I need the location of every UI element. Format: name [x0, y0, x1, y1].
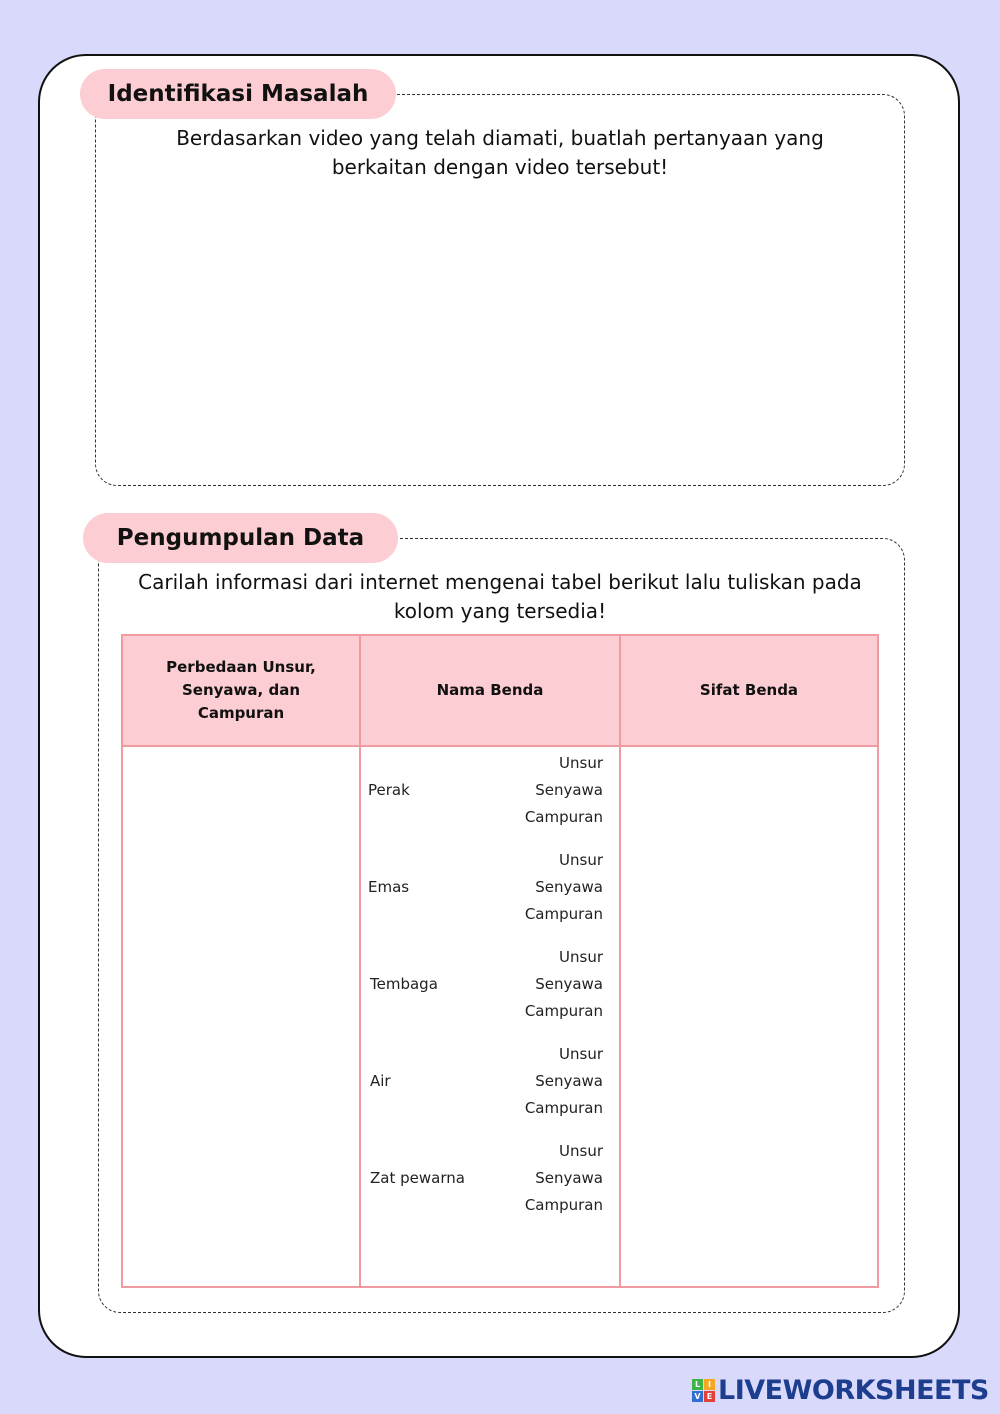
nama-benda-column [361, 747, 619, 1286]
option-senyawa[interactable]: Senyawa [535, 975, 603, 993]
list-item [361, 850, 611, 940]
option-unsur[interactable]: Unsur [559, 754, 603, 772]
logo-mark-icon [692, 1379, 715, 1402]
instruction-line: kolom yang tersedia! [393, 599, 607, 623]
option-campuran[interactable]: Campuran [524, 905, 603, 923]
option-senyawa[interactable]: Senyawa [535, 878, 603, 896]
instruction-line: Carilah informasi dari internet mengenai tabel berikut lalu tuliskan pada [138, 570, 862, 594]
instruction-line: berkaitan dengan video tersebut! [331, 155, 669, 179]
option-campuran[interactable]: Campuran [524, 808, 603, 826]
list-item [361, 1044, 611, 1134]
option-campuran[interactable]: Campuran [524, 1002, 603, 1020]
item-name: Emas [368, 878, 410, 896]
logo-text: LIVEWORKSHEETS [718, 1374, 989, 1406]
item-name: Air [370, 1072, 391, 1090]
list-item [361, 947, 611, 1037]
option-unsur[interactable]: Unsur [559, 948, 603, 966]
data-table [121, 634, 879, 1288]
list-item [361, 1141, 611, 1231]
item-name: Tembaga [370, 975, 438, 993]
logo-mark-letter: I [704, 1379, 715, 1390]
answer-cell-sifat[interactable] [621, 747, 877, 1286]
section-title-identifikasi: Identifikasi Masalah [80, 69, 396, 119]
option-campuran[interactable]: Campuran [524, 1196, 603, 1214]
header-nama-benda: Nama Benda [436, 681, 544, 699]
item-name: Zat pewarna [370, 1169, 465, 1187]
list-item [361, 753, 611, 843]
section-title-pengumpulan: Pengumpulan Data [83, 513, 398, 563]
instruction-pengumpulan [112, 568, 888, 626]
option-unsur[interactable]: Unsur [559, 1045, 603, 1063]
header-line: Senyawa, dan [182, 681, 300, 699]
option-campuran[interactable]: Campuran [524, 1099, 603, 1117]
option-senyawa[interactable]: Senyawa [535, 781, 603, 799]
instruction-line: Berdasarkan video yang telah diamati, buatlah pertanyaan yang [176, 126, 824, 150]
answer-cell-perbedaan[interactable] [123, 747, 359, 1286]
option-unsur[interactable]: Unsur [559, 1142, 603, 1160]
header-line: Perbedaan Unsur, [166, 658, 316, 676]
header-perbedaan [123, 636, 359, 745]
logo-mark-letter: E [704, 1391, 715, 1402]
option-senyawa[interactable]: Senyawa [535, 1072, 603, 1090]
logo-mark-letter: V [692, 1391, 703, 1402]
item-name: Perak [368, 781, 410, 799]
option-unsur[interactable]: Unsur [559, 851, 603, 869]
instruction-identifikasi [150, 124, 850, 182]
header-line: Campuran [197, 704, 285, 722]
liveworksheets-logo [692, 1375, 989, 1405]
logo-mark-letter: L [692, 1379, 703, 1390]
option-senyawa[interactable]: Senyawa [535, 1169, 603, 1187]
header-sifat-benda: Sifat Benda [699, 681, 799, 699]
